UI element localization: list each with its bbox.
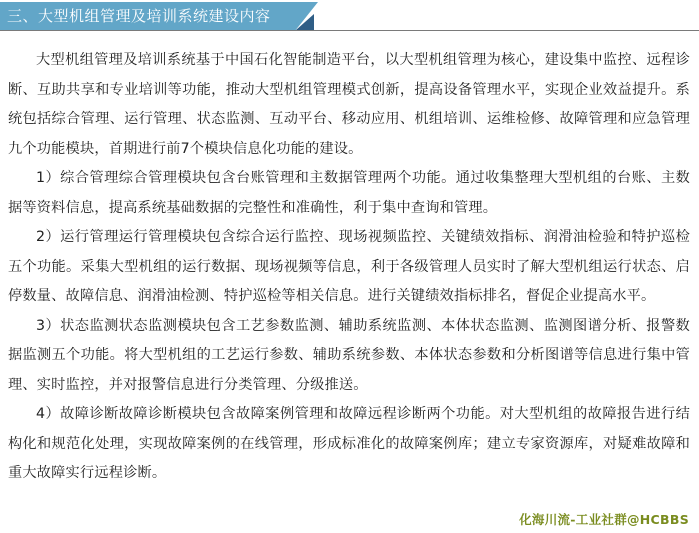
section-title: 三、大型机组管理及培训系统建设内容 (7, 7, 271, 25)
section-header (0, 0, 699, 32)
section-header-fold (296, 14, 314, 30)
paragraph-fault-diagnosis: 4）故障诊断故障诊断模块包含故障案例管理和故障远程诊断两个功能。对大型机组的故障报告进行结构化和规范化处理，实现故障案例的在线管理，形成标准化的故障案例库；建立专家资源库，对疑难故障和重大故障实行远程诊断。 (8, 406, 690, 481)
paragraph-comprehensive-management: 1）综合管理综合管理模块包含台账管理和主数据管理两个功能。通过收集整理大型机组的台账、主数据等资料信息，提高系统基础数据的完整性和准确性，利于集中查询和管理。 (8, 170, 690, 216)
watermark: 化海川流-工业社群@HCBBS (519, 512, 689, 527)
paragraph-condition-monitoring: 3）状态监测状态监测模块包含工艺参数监测、辅助系统监测、本体状态监测、监测图谱分析、报警数据监测五个功能。将大型机组的工艺运行参数、辅助系统参数、本体状态参数和分析图谱等信息进行集中管理、实时监控，并对报警信息进行分类管理、分级推送。 (8, 317, 690, 393)
intro-paragraph: 大型机组管理及培训系统基于中国石化智能制造平台，以大型机组管理为核心，建设集中监控、远程诊断、互助共享和专业培训等功能，推动大型机组管理模式创新，提高设备管理水平，实现企业效益提升。系统包括综合管理、运行管理、状态监测、互动平台、移动应用、机组培训、运维检修、故障管理和应急管理九个功能模块，首期进行前7个模块信息化功能的建设。 (8, 52, 690, 157)
paragraph-operation-management: 2）运行管理运行管理模块包含综合运行监控、现场视频监控、关键绩效指标、润滑油检验和特护巡检五个功能。采集大型机组的运行数据、现场视频等信息，利于各级管理人员实时了解大型机组运行状态、启停数量、故障信息、润滑油检测、特护巡检等相关信息。进行关键绩效指标排名，督促企业提高水平。 (8, 229, 690, 304)
article-body (8, 46, 690, 489)
header-divider (0, 30, 699, 31)
